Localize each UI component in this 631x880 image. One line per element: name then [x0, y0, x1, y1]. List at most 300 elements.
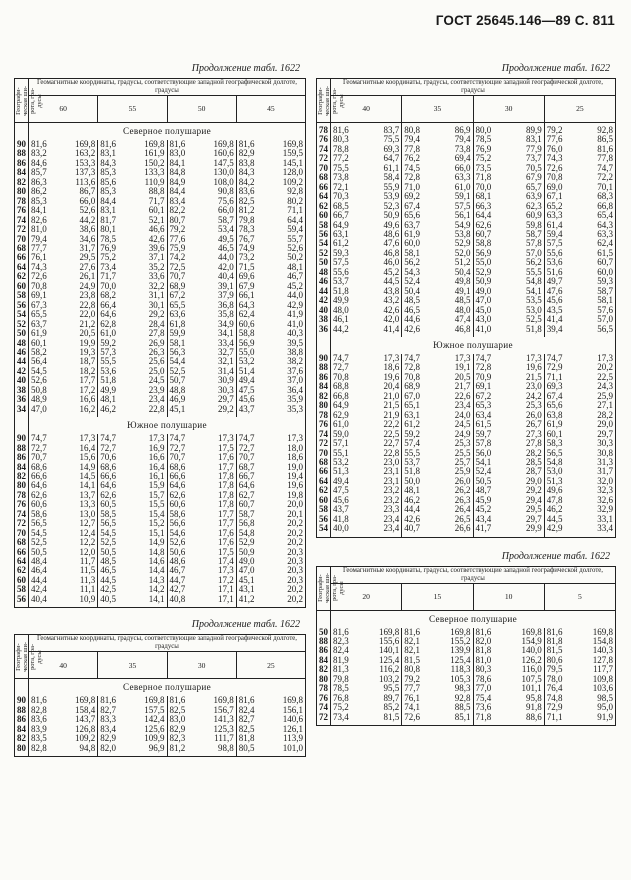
- geomagnetic-longitude: 26,5: [454, 513, 471, 524]
- geomagnetic-longitude: 20,3: [287, 574, 303, 585]
- geomagnetic-longitude: 21,2: [79, 318, 96, 329]
- geomagnetic-longitude: 16,4: [79, 442, 96, 453]
- geomagnetic-longitude: 169,8: [75, 139, 96, 149]
- geomagnetic-longitude: 10,9: [79, 593, 96, 604]
- geomagnetic-latitude: 81,6: [546, 626, 563, 637]
- geomagnetic-longitude: 127,8: [592, 654, 613, 665]
- geomagnetic-latitude: 46,1: [333, 314, 349, 325]
- geomagnetic-latitude: 60,7: [238, 499, 255, 510]
- geomagnetic-longitude: 17,4: [218, 556, 234, 567]
- geomagnetic-latitude: 83,8: [238, 157, 255, 168]
- geomagnetic-latitude: 57,5: [546, 238, 563, 249]
- geomagnetic-longitude: 13,3: [79, 499, 96, 510]
- latitude-cell: 44: [15, 357, 29, 366]
- geomagnetic-latitude: 42,7: [169, 584, 186, 595]
- coordinate-cell: [544, 713, 615, 722]
- geomagnetic-longitude: 26,2: [454, 485, 471, 496]
- geomagnetic-latitude: 73,2: [238, 252, 255, 263]
- geomagnetic-latitude: 47,0: [475, 295, 492, 306]
- geomagnetic-longitude: 16,2: [79, 403, 96, 414]
- geomagnetic-latitude: 80,1: [100, 224, 116, 235]
- geomagnetic-longitude: 63,9: [526, 191, 542, 202]
- geomagnetic-latitude: 65,6: [404, 210, 420, 221]
- latitude-header-line: рота, гра-: [331, 87, 338, 114]
- geomagnetic-longitude: 158,4: [75, 704, 96, 715]
- geomagnetic-longitude: 140,3: [592, 645, 613, 656]
- geomagnetic-longitude: 30,3: [218, 384, 234, 395]
- geomagnetic-latitude: 55,5: [404, 447, 420, 458]
- geomagnetic-longitude: 23,4: [454, 400, 471, 411]
- geomagnetic-latitude: 63,7: [31, 318, 47, 329]
- geomagnetic-longitude: 75,6: [218, 195, 234, 206]
- coordinate-table: [316, 78, 616, 538]
- geomagnetic-latitude: 78,3: [238, 224, 255, 235]
- geomagnetic-latitude: 71,1: [546, 711, 563, 722]
- geomagnetic-latitude: 82,5: [169, 704, 186, 715]
- latitude-header-line: ческая ши-: [22, 641, 29, 672]
- geomagnetic-longitude: 153,3: [75, 157, 96, 168]
- geomagnetic-longitude: 32,3: [597, 485, 613, 496]
- geomagnetic-longitude: 125,4: [379, 654, 400, 665]
- geomagnetic-latitude: 63,1: [404, 409, 420, 420]
- geomagnetic-latitude: 81,6: [333, 125, 349, 135]
- geomagnetic-latitude: 80,0: [475, 125, 492, 135]
- geomagnetic-longitude: 56,2: [526, 257, 542, 268]
- geomagnetic-latitude: 76,4: [546, 683, 563, 694]
- geomagnetic-longitude: 23,1: [383, 466, 400, 477]
- geomagnetic-latitude: 83,1: [100, 205, 116, 216]
- geomagnetic-longitude: 31,1: [148, 290, 165, 301]
- geomagnetic-latitude: 75,2: [333, 702, 349, 713]
- geomagnetic-longitude: 26,3: [454, 494, 471, 505]
- longitude-header: 55: [98, 96, 167, 123]
- geomagnetic-longitude: 15,6: [79, 452, 96, 463]
- geomagnetic-latitude: 60,7: [475, 228, 492, 239]
- latitude-header-line: Географи-: [317, 574, 324, 602]
- latitude-cell: 90: [15, 696, 29, 705]
- geomagnetic-longitude: 19,4: [287, 470, 303, 481]
- geomagnetic-longitude: 53,4: [218, 224, 234, 235]
- geomagnetic-longitude: 30,3: [597, 438, 613, 449]
- geomagnetic-longitude: 26,9: [148, 337, 165, 348]
- latitude-header: [15, 79, 43, 123]
- geomagnetic-longitude: 56,5: [597, 323, 613, 334]
- geomagnetic-longitude: 64,3: [597, 219, 613, 230]
- geomagnetic-latitude: 68,7: [238, 461, 255, 472]
- geomagnetic-longitude: 24,9: [454, 428, 471, 439]
- geomagnetic-longitude: 108,0: [213, 176, 234, 187]
- geomagnetic-latitude: 72,9: [546, 702, 563, 713]
- geomagnetic-longitude: 20,5: [454, 371, 471, 382]
- geomagnetic-latitude: 44,5: [546, 513, 563, 524]
- geomagnetic-latitude: 41,8: [333, 513, 349, 524]
- latitude-cell: 48: [317, 268, 331, 277]
- geomagnetic-longitude: 29,2: [218, 403, 234, 414]
- geomagnetic-longitude: 140,6: [282, 714, 303, 725]
- latitude-cell: 76: [15, 500, 29, 509]
- latitude-cell: 90: [15, 140, 29, 149]
- geomagnetic-longitude: 17,7: [79, 375, 96, 386]
- hemisphere-row: [15, 679, 306, 697]
- geomagnetic-latitude: 74,5: [404, 162, 420, 173]
- latitude-cell: 88: [317, 363, 331, 372]
- geomagnetic-latitude: 64,6: [238, 480, 255, 491]
- longitude-header: 10: [473, 583, 544, 610]
- geomagnetic-longitude: 140,1: [379, 645, 400, 656]
- geomagnetic-longitude: 111,7: [214, 733, 234, 744]
- geomagnetic-longitude: 50,9: [383, 210, 400, 221]
- geomagnetic-latitude: 81,7: [100, 214, 116, 225]
- geomagnetic-latitude: 42,4: [31, 584, 47, 595]
- geomagnetic-latitude: 60,6: [31, 499, 47, 510]
- geomagnetic-longitude: 35,8: [218, 309, 234, 320]
- geomagnetic-longitude: 98,8: [218, 742, 234, 753]
- geomagnetic-latitude: 72,7: [238, 442, 255, 453]
- geomagnetic-latitude: 79,2: [546, 125, 563, 135]
- geomagnetic-latitude: 71,5: [238, 261, 255, 272]
- geomagnetic-longitude: 17,3: [218, 433, 234, 444]
- geomagnetic-latitude: 74,7: [169, 433, 186, 444]
- geomagnetic-latitude: 53,2: [238, 356, 255, 367]
- geomagnetic-longitude: 71,1: [287, 205, 303, 216]
- geomagnetic-latitude: 45,0: [475, 304, 492, 315]
- geomagnetic-longitude: 109,2: [282, 176, 303, 187]
- geomagnetic-latitude: 40,5: [100, 593, 116, 604]
- geomagnetic-latitude: 61,2: [404, 419, 420, 430]
- geomagnetic-longitude: 92,8: [454, 692, 471, 703]
- page-header: [14, 6, 615, 28]
- geomagnetic-longitude: 67,9: [526, 172, 542, 183]
- geomagnetic-longitude: 86,9: [454, 125, 471, 135]
- geomagnetic-latitude: 59,0: [333, 428, 349, 439]
- latitude-header-line: рота, гра-: [29, 87, 36, 114]
- latitude-cell: 84: [15, 168, 29, 177]
- table-1: [14, 78, 306, 608]
- geomagnetic-latitude: 76,1: [31, 252, 47, 263]
- longitude-header: 35: [98, 652, 167, 679]
- longitude-header: 15: [402, 583, 473, 610]
- geomagnetic-longitude: 22,0: [79, 309, 96, 320]
- geomagnetic-latitude: 75,5: [333, 162, 349, 173]
- longitude-header: 30: [167, 652, 236, 679]
- geomagnetic-longitude: 32,2: [148, 280, 165, 291]
- geomagnetic-latitude: 46,5: [404, 304, 420, 315]
- geomagnetic-latitude: 81,6: [100, 695, 116, 706]
- longitude-header: 20: [331, 583, 402, 610]
- coordinate-cell: [98, 405, 167, 414]
- geomagnetic-latitude: 48,1: [100, 394, 116, 405]
- geomagnetic-longitude: 42,0: [218, 261, 234, 272]
- geomagnetic-longitude: 57,0: [597, 314, 613, 325]
- geomagnetic-longitude: 52,6: [287, 242, 303, 253]
- geomagnetic-latitude: 71,1: [546, 371, 563, 382]
- geomagnetic-latitude: 44,6: [404, 314, 420, 325]
- latitude-cell: 70: [317, 164, 331, 173]
- geomagnetic-longitude: 59,8: [526, 219, 542, 230]
- coordinate-cell: [29, 595, 98, 604]
- geomagnetic-longitude: 33,4: [218, 337, 234, 348]
- geomagnetic-latitude: 63,7: [404, 219, 420, 230]
- geomagnetic-longitude: 17,3: [454, 352, 471, 363]
- latitude-cell: 76: [317, 135, 331, 144]
- geomagnetic-longitude: 23,2: [383, 485, 400, 496]
- hemisphere-label: Южное полушарие: [331, 337, 616, 354]
- geomagnetic-latitude: 50,9: [238, 546, 255, 557]
- geomagnetic-longitude: 159,5: [282, 148, 303, 159]
- geomagnetic-latitude: 81,6: [333, 626, 349, 637]
- latitude-cell: 78: [15, 197, 29, 206]
- latitude-cell: 68: [15, 244, 29, 253]
- geomagnetic-longitude: 29,4: [526, 494, 542, 505]
- geomagnetic-latitude: 81,6: [238, 139, 255, 149]
- latitude-cell: 88: [15, 706, 29, 715]
- latitude-cell: 82: [15, 472, 29, 481]
- geomagnetic-latitude: 49,0: [475, 285, 492, 296]
- geomagnetic-longitude: 169,8: [144, 139, 165, 149]
- geomagnetic-latitude: 83,6: [238, 186, 255, 197]
- geomagnetic-latitude: 80,8: [404, 125, 420, 135]
- geomagnetic-longitude: 12,7: [79, 518, 96, 529]
- coordinate-cell: [29, 744, 98, 753]
- geomagnetic-latitude: 78,8: [333, 143, 349, 154]
- geomagnetic-longitude: 33,1: [597, 513, 613, 524]
- geomagnetic-longitude: 26,7: [526, 419, 542, 430]
- geomagnetic-longitude: 17,6: [218, 537, 234, 548]
- coordinate-table: [14, 634, 306, 757]
- geomagnetic-latitude: 79,8: [238, 214, 255, 225]
- geomagnetic-latitude: 57,1: [333, 438, 349, 449]
- geomagnetic-latitude: 67,0: [404, 390, 420, 401]
- geomagnetic-longitude: 49,6: [383, 219, 400, 230]
- geomagnetic-longitude: 22,5: [597, 371, 613, 382]
- geomagnetic-longitude: 83,7: [383, 125, 400, 135]
- geomagnetic-latitude: 69,6: [238, 271, 255, 282]
- geomagnetic-latitude: 58,6: [31, 508, 47, 519]
- geomagnetic-longitude: 169,8: [213, 695, 234, 706]
- geomagnetic-latitude: 68,2: [100, 290, 116, 301]
- geomagnetic-longitude: 163,2: [75, 148, 96, 159]
- latitude-header-line: Географи-: [15, 86, 22, 115]
- coordinate-cell: [98, 595, 167, 604]
- geomagnetic-longitude: 14,9: [148, 537, 165, 548]
- geomagnetic-latitude: 71,7: [100, 271, 116, 282]
- geomagnetic-latitude: 61,0: [100, 328, 116, 339]
- geomagnetic-longitude: 16,1: [148, 470, 165, 481]
- geomagnetic-longitude: 17,3: [287, 433, 303, 444]
- geomagnetic-longitude: 22,6: [454, 390, 471, 401]
- geomagnetic-longitude: 71,7: [148, 195, 165, 206]
- geomagnetic-latitude: 47,5: [333, 485, 349, 496]
- table-row: [317, 325, 616, 334]
- geomagnetic-latitude: 70,7: [31, 452, 47, 463]
- geomagnetic-longitude: 23,1: [383, 475, 400, 486]
- geomagnetic-latitude: 82,7: [238, 714, 255, 725]
- geomagnetic-longitude: 23,9: [148, 384, 165, 395]
- geomagnetic-longitude: 44,2: [79, 214, 96, 225]
- geomagnetic-latitude: 74,7: [238, 433, 255, 444]
- geomagnetic-latitude: 80,6: [546, 654, 563, 665]
- geomagnetic-latitude: 58,7: [238, 508, 255, 519]
- geomagnetic-longitude: 81,6: [597, 143, 613, 154]
- geomagnetic-latitude: 84,4: [169, 186, 186, 197]
- geomagnetic-latitude: 52,9: [238, 537, 255, 548]
- latitude-header-line: ческая ши-: [324, 85, 331, 116]
- geomagnetic-latitude: 48,6: [169, 556, 186, 567]
- geomagnetic-longitude: 49,1: [454, 285, 471, 296]
- geomagnetic-longitude: 18,0: [287, 442, 303, 453]
- geomagnetic-latitude: 77,2: [333, 153, 349, 164]
- geomagnetic-longitude: 143,7: [75, 714, 96, 725]
- latitude-cell: 84: [317, 382, 331, 391]
- geomagnetic-latitude: 81,2: [169, 742, 186, 753]
- geomagnetic-latitude: 69,2: [404, 191, 420, 202]
- geomagnetic-longitude: 101,0: [282, 742, 303, 753]
- geomagnetic-longitude: 42,6: [148, 233, 165, 244]
- latitude-cell: 80: [15, 744, 29, 753]
- geomagnetic-latitude: 70,3: [333, 191, 349, 202]
- latitude-cell: 64: [15, 263, 29, 272]
- geomagnetic-longitude: 45,2: [287, 280, 303, 291]
- geomagnetic-latitude: 84,9: [169, 176, 186, 187]
- geomagnetic-longitude: 110,9: [144, 176, 165, 187]
- geomagnetic-longitude: 48,5: [454, 295, 471, 306]
- geomagnetic-latitude: 48,7: [475, 485, 492, 496]
- geomagnetic-longitude: 17,7: [218, 508, 234, 519]
- geomagnetic-longitude: 14,6: [148, 556, 165, 567]
- latitude-cell: 40: [15, 376, 29, 385]
- geomagnetic-latitude: 82,9: [100, 733, 116, 744]
- geomagnetic-latitude: 74,7: [546, 352, 563, 363]
- geomagnetic-latitude: 60,6: [238, 318, 255, 329]
- geomagnetic-latitude: 64,6: [100, 309, 116, 320]
- latitude-header-line: рота, гра-: [331, 575, 338, 602]
- geomagnetic-latitude: 78,0: [546, 673, 563, 684]
- geomagnetic-longitude: 169,8: [282, 695, 303, 706]
- geomagnetic-longitude: 109,9: [144, 733, 165, 744]
- geomagnetic-latitude: 82,5: [238, 723, 255, 734]
- geomagnetic-latitude: 53,0: [546, 466, 563, 477]
- geomagnetic-longitude: 58,7: [218, 214, 234, 225]
- geomagnetic-longitude: 29,5: [79, 252, 96, 263]
- latitude-cell: 64: [317, 192, 331, 201]
- geomagnetic-longitude: 116,0: [521, 664, 542, 675]
- geomagnetic-longitude: 61,5: [597, 247, 613, 258]
- geomagnetic-latitude: 84,3: [100, 157, 116, 168]
- geomagnetic-longitude: 89,9: [526, 125, 542, 135]
- latitude-cell: 62: [15, 272, 29, 281]
- geomagnetic-longitude: 32,9: [597, 504, 613, 515]
- geomagnetic-longitude: 31,3: [597, 456, 613, 467]
- geomagnetic-longitude: 24,0: [454, 409, 471, 420]
- geomagnetic-longitude: 47,4: [454, 314, 471, 325]
- geomagnetic-latitude: 84,2: [238, 176, 255, 187]
- coordinate-table: [316, 566, 616, 727]
- table-caption: Продолжение табл. 1622: [191, 619, 300, 631]
- geomagnetic-latitude: 76,9: [475, 143, 492, 154]
- geomagnetic-longitude: 42,6: [383, 304, 400, 315]
- geomagnetic-longitude: 38,8: [287, 346, 303, 357]
- geomagnetic-latitude: 58,8: [238, 328, 255, 339]
- geomagnetic-latitude: 55,0: [475, 257, 492, 268]
- geomagnetic-longitude: 142,4: [144, 714, 165, 725]
- geomagnetic-longitude: 36,8: [218, 299, 234, 310]
- geomagnetic-longitude: 30,9: [218, 375, 234, 386]
- latitude-cell: 54: [317, 239, 331, 248]
- geomagnetic-latitude: 51,4: [238, 365, 255, 376]
- geomagnetic-longitude: 29,0: [597, 419, 613, 430]
- geomagnetic-longitude: 46,7: [287, 271, 303, 282]
- geomagnetic-latitude: 54,5: [31, 527, 47, 538]
- geomagnetic-longitude: 95,5: [383, 683, 400, 694]
- geomagnetic-longitude: 30,8: [597, 447, 613, 458]
- geomagnetic-longitude: 64,4: [287, 214, 303, 225]
- latitude-header: [317, 566, 345, 610]
- geomagnetic-latitude: 42,9: [546, 523, 563, 534]
- geomagnetic-latitude: 51,8: [100, 375, 116, 386]
- geomagnetic-longitude: 12,0: [79, 546, 96, 557]
- geomagnetic-latitude: 41,7: [475, 523, 492, 534]
- geomagnetic-longitude: 95,0: [597, 702, 613, 713]
- geomagnetic-longitude: 18,6: [383, 362, 400, 373]
- hemisphere-label: Северное полушарие: [29, 679, 306, 697]
- geomagnetic-longitude: 80,2: [287, 195, 303, 206]
- geomagnetic-latitude: 76,8: [333, 692, 349, 703]
- geomagnetic-longitude: 30,1: [148, 299, 165, 310]
- geomagnetic-longitude: 19,8: [287, 489, 303, 500]
- latitude-cell: 56: [317, 230, 331, 239]
- geomagnetic-latitude: 68,1: [475, 191, 492, 202]
- latitude-cell: 58: [317, 505, 331, 514]
- geomagnetic-latitude: 80,8: [404, 664, 420, 675]
- geomagnetic-longitude: 25,9: [454, 466, 471, 477]
- latitude-cell: 78: [15, 491, 29, 500]
- geomagnetic-longitude: 29,5: [526, 504, 542, 515]
- geomagnetic-latitude: 57,5: [333, 257, 349, 268]
- latitude-cell: 60: [15, 282, 29, 291]
- geomagnetic-longitude: 39,1: [218, 280, 234, 291]
- latitude-header-text: [15, 86, 43, 116]
- geomagnetic-longitude: 54,9: [454, 219, 471, 230]
- geomagnetic-latitude: 49,4: [238, 375, 255, 386]
- geomagnetic-latitude: 56,5: [31, 518, 47, 529]
- hemisphere-row: [15, 417, 306, 434]
- geomagnetic-latitude: 56,6: [169, 518, 186, 529]
- geomagnetic-latitude: 46,9: [169, 394, 186, 405]
- coordinate-cell: [402, 325, 473, 334]
- geomagnetic-latitude: 61,2: [333, 238, 349, 249]
- geomagnetic-latitude: 70,8: [546, 172, 563, 183]
- geomagnetic-longitude: 96,9: [148, 742, 165, 753]
- geomagnetic-latitude: 74,8: [546, 692, 563, 703]
- geomagnetic-longitude: 17,6: [218, 527, 234, 538]
- geomagnetic-latitude: 43,7: [333, 504, 349, 515]
- geomagnetic-latitude: 39,4: [546, 323, 563, 334]
- geomagnetic-longitude: 29,7: [526, 513, 542, 524]
- table-caption: Продолжение табл. 1622: [501, 550, 610, 562]
- geomagnetic-latitude: 67,3: [31, 299, 47, 310]
- geomagnetic-latitude: 46,7: [169, 565, 186, 576]
- latitude-cell: 78: [317, 126, 331, 135]
- geomagnetic-latitude: 82,2: [169, 205, 186, 216]
- table-row: [317, 713, 616, 722]
- geomagnetic-latitude: 69,0: [546, 181, 563, 192]
- geomagnetic-longitude: 20,2: [287, 584, 303, 595]
- longitude-group-header: Геомагнитные координаты, градусы, соответствующие западной географической долготе, градусы: [331, 566, 616, 583]
- geomagnetic-longitude: 85,1: [454, 711, 471, 722]
- geomagnetic-longitude: 14,8: [148, 546, 165, 557]
- latitude-cell: 70: [317, 449, 331, 458]
- geomagnetic-latitude: 61,4: [546, 219, 563, 230]
